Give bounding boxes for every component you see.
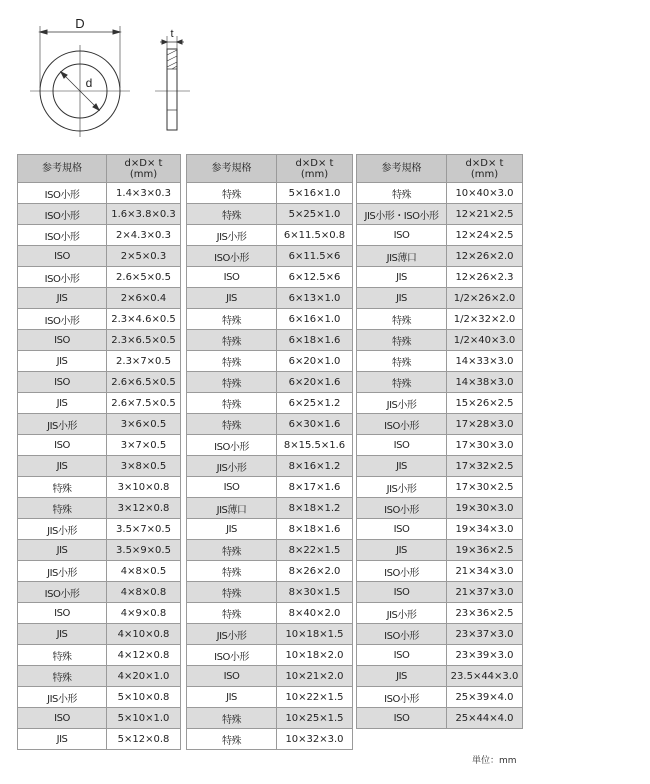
table-row <box>18 225 181 246</box>
table-row <box>18 456 181 477</box>
standard-cell: ISO小形 <box>357 414 447 435</box>
standard-cell: ISO小形 <box>18 267 107 288</box>
dimension-cell: 2×4.3×0.3 <box>107 225 181 246</box>
standard-cell: ISO小形 <box>357 687 447 708</box>
dimension-cell: 2.3×6.5×0.5 <box>107 330 181 351</box>
table-row <box>187 561 353 582</box>
dimension-cell: 4×10×0.8 <box>107 624 181 645</box>
table-row <box>18 519 181 540</box>
dimension-cell: 8×15.5×1.6 <box>277 435 353 456</box>
table-row <box>18 708 181 729</box>
table-row <box>18 330 181 351</box>
table-row <box>18 603 181 624</box>
dimension-cell: 10×22×1.5 <box>277 687 353 708</box>
dimension-cell: 23.5×44×3.0 <box>447 666 523 687</box>
header-dimensions: d×D× t (mm) <box>447 155 523 183</box>
dimension-cell: 14×38×3.0 <box>447 372 523 393</box>
dimension-cell: 21×34×3.0 <box>447 561 523 582</box>
washer-diagram <box>0 0 650 145</box>
table-row <box>18 204 181 225</box>
standard-cell: ISO <box>18 246 107 267</box>
dimension-cell: 2.6×6.5×0.5 <box>107 372 181 393</box>
table-row <box>357 645 523 666</box>
dimension-cell: 8×30×1.5 <box>277 582 353 603</box>
header-standard: 参考規格 <box>18 155 107 183</box>
dimension-cell: 5×25×1.0 <box>277 204 353 225</box>
table-row <box>357 687 523 708</box>
standard-cell: JIS <box>18 624 107 645</box>
dimension-cell: 8×18×1.6 <box>277 519 353 540</box>
table-row <box>187 393 353 414</box>
table-row <box>357 561 523 582</box>
standard-cell: 特殊 <box>187 351 277 372</box>
dimension-cell: 3.5×9×0.5 <box>107 540 181 561</box>
standard-cell: 特殊 <box>187 540 277 561</box>
standard-cell: ISO <box>357 708 447 729</box>
standard-cell: ISO小形 <box>18 582 107 603</box>
dimension-cell: 2.6×7.5×0.5 <box>107 393 181 414</box>
standard-cell: 特殊 <box>187 393 277 414</box>
dimension-cell: 4×9×0.8 <box>107 603 181 624</box>
dimension-cell: 1/2×32×2.0 <box>447 309 523 330</box>
standard-cell: JIS小形 <box>18 519 107 540</box>
standard-cell: 特殊 <box>187 582 277 603</box>
table-row <box>357 351 523 372</box>
table-row <box>187 225 353 246</box>
standard-cell: JIS <box>18 456 107 477</box>
standard-cell: JIS薄口 <box>187 498 277 519</box>
table-row <box>187 624 353 645</box>
unit-note: 単位：mm <box>472 756 517 766</box>
standard-cell: JIS <box>357 288 447 309</box>
table-row <box>357 666 523 687</box>
dimension-cell: 19×30×3.0 <box>447 498 523 519</box>
header-dimensions: d×D× t (mm) <box>107 155 181 183</box>
standard-cell: ISO小形 <box>357 561 447 582</box>
table-row <box>187 288 353 309</box>
dimension-cell: 2.3×7×0.5 <box>107 351 181 372</box>
table-row <box>187 372 353 393</box>
standard-cell: ISO小形 <box>18 309 107 330</box>
table-row <box>187 435 353 456</box>
table-row <box>357 288 523 309</box>
dimension-cell: 8×22×1.5 <box>277 540 353 561</box>
table-row <box>187 519 353 540</box>
standard-cell: ISO <box>187 267 277 288</box>
table-row <box>187 729 353 750</box>
table-row <box>357 225 523 246</box>
dimension-cell: 3×7×0.5 <box>107 435 181 456</box>
table-row <box>357 372 523 393</box>
dimension-cell: 25×44×4.0 <box>447 708 523 729</box>
standard-cell: JIS小形 <box>18 414 107 435</box>
standard-cell: 特殊 <box>357 372 447 393</box>
header-standard: 参考規格 <box>357 155 447 183</box>
table-row <box>357 330 523 351</box>
dimension-cell: 4×12×0.8 <box>107 645 181 666</box>
standard-cell: 特殊 <box>187 603 277 624</box>
dimension-cell: 21×37×3.0 <box>447 582 523 603</box>
table-row <box>357 603 523 624</box>
standard-cell: 特殊 <box>187 309 277 330</box>
standard-cell: JIS小形 <box>187 624 277 645</box>
standard-cell: ISO小形 <box>18 183 107 204</box>
standard-cell: JIS <box>18 351 107 372</box>
standard-cell: ISO <box>18 435 107 456</box>
size-table-3 <box>356 154 523 729</box>
standard-cell: 特殊 <box>187 729 277 750</box>
dimension-cell: 19×36×2.5 <box>447 540 523 561</box>
dimension-cell: 3×6×0.5 <box>107 414 181 435</box>
size-table-1 <box>17 154 181 750</box>
standard-cell: JIS <box>18 393 107 414</box>
dimension-cell: 2×6×0.4 <box>107 288 181 309</box>
standard-cell: JIS小形 <box>357 603 447 624</box>
table-row <box>18 267 181 288</box>
table-row <box>357 183 523 204</box>
dimension-cell: 4×8×0.5 <box>107 561 181 582</box>
table-row <box>357 204 523 225</box>
table-row <box>18 414 181 435</box>
dimension-cell: 17×32×2.5 <box>447 456 523 477</box>
size-table-2 <box>186 154 353 750</box>
dimension-cell: 23×39×3.0 <box>447 645 523 666</box>
table-row <box>187 183 353 204</box>
standard-cell: JIS小形 <box>18 561 107 582</box>
table-row <box>18 582 181 603</box>
table-row <box>187 708 353 729</box>
standard-cell: JIS小形 <box>187 225 277 246</box>
table-row <box>187 267 353 288</box>
standard-cell: 特殊 <box>18 645 107 666</box>
dimension-cell: 12×24×2.5 <box>447 225 523 246</box>
dimension-cell: 12×26×2.0 <box>447 246 523 267</box>
standard-cell: ISO <box>357 435 447 456</box>
dimension-cell: 10×25×1.5 <box>277 708 353 729</box>
table-row <box>187 540 353 561</box>
table-row <box>187 204 353 225</box>
standard-cell: ISO <box>187 477 277 498</box>
table-header-row <box>18 155 181 183</box>
table-row <box>18 288 181 309</box>
table-row <box>357 582 523 603</box>
standard-cell: 特殊 <box>18 666 107 687</box>
table-row <box>18 351 181 372</box>
standard-cell: 特殊 <box>187 372 277 393</box>
standard-cell: JIS小形 <box>187 456 277 477</box>
standard-cell: ISO小形 <box>187 435 277 456</box>
standard-cell: ISO小形 <box>18 204 107 225</box>
standard-cell: 特殊 <box>357 330 447 351</box>
dimension-cell: 2.3×4.6×0.5 <box>107 309 181 330</box>
dimension-cell: 6×30×1.6 <box>277 414 353 435</box>
dimension-cell: 4×20×1.0 <box>107 666 181 687</box>
table-row <box>18 309 181 330</box>
standard-cell: JIS小形 <box>18 687 107 708</box>
dimension-cell: 17×30×2.5 <box>447 477 523 498</box>
table-row <box>187 351 353 372</box>
standard-cell: JIS <box>357 267 447 288</box>
dimension-cell: 14×33×3.0 <box>447 351 523 372</box>
standard-cell: JIS <box>18 540 107 561</box>
dimension-cell: 1.6×3.8×0.3 <box>107 204 181 225</box>
table-row <box>18 687 181 708</box>
table-row <box>187 309 353 330</box>
dimension-cell: 1/2×40×3.0 <box>447 330 523 351</box>
label-t: t <box>170 28 174 40</box>
standard-cell: JIS <box>357 666 447 687</box>
dimension-cell: 2.6×5×0.5 <box>107 267 181 288</box>
table-header-row <box>187 155 353 183</box>
dimension-cell: 25×39×4.0 <box>447 687 523 708</box>
standard-cell: ISO小形 <box>187 645 277 666</box>
standard-cell: ISO <box>357 225 447 246</box>
dimension-cell: 3×8×0.5 <box>107 456 181 477</box>
standard-cell: 特殊 <box>18 498 107 519</box>
table-row <box>187 330 353 351</box>
dimension-cell: 6×16×1.0 <box>277 309 353 330</box>
table-row <box>357 267 523 288</box>
standard-cell: ISO <box>18 603 107 624</box>
dimension-cell: 5×12×0.8 <box>107 729 181 750</box>
standard-cell: JIS小形 <box>357 393 447 414</box>
standard-cell: 特殊 <box>357 351 447 372</box>
dimension-cell: 5×10×1.0 <box>107 708 181 729</box>
table-row <box>18 729 181 750</box>
standard-cell: ISO <box>357 519 447 540</box>
standard-cell: JIS <box>187 288 277 309</box>
dimension-cell: 1/2×26×2.0 <box>447 288 523 309</box>
standard-cell: 特殊 <box>187 561 277 582</box>
dimension-cell: 10×40×3.0 <box>447 183 523 204</box>
table-row <box>18 183 181 204</box>
standard-cell: 特殊 <box>357 183 447 204</box>
dimension-cell: 8×18×1.2 <box>277 498 353 519</box>
standard-cell: 特殊 <box>357 309 447 330</box>
dimension-cell: 19×34×3.0 <box>447 519 523 540</box>
dimension-cell: 10×32×3.0 <box>277 729 353 750</box>
standard-cell: ISO小形 <box>357 624 447 645</box>
standard-cell: 特殊 <box>187 330 277 351</box>
header-dimensions: d×D× t (mm) <box>277 155 353 183</box>
table-row <box>357 246 523 267</box>
dimension-cell: 4×8×0.8 <box>107 582 181 603</box>
table-row <box>18 435 181 456</box>
table-row <box>18 477 181 498</box>
table-row <box>18 498 181 519</box>
dimension-cell: 8×40×2.0 <box>277 603 353 624</box>
standard-cell: ISO小形 <box>357 498 447 519</box>
dimension-cell: 6×11.5×6 <box>277 246 353 267</box>
table-row <box>187 456 353 477</box>
table-row <box>187 246 353 267</box>
standard-cell: 特殊 <box>187 204 277 225</box>
dimension-cell: 5×16×1.0 <box>277 183 353 204</box>
table-row <box>357 477 523 498</box>
washer-side-view <box>167 49 177 130</box>
table-row <box>187 687 353 708</box>
dimension-cell: 8×17×1.6 <box>277 477 353 498</box>
table-row <box>357 393 523 414</box>
standard-cell: JIS小形 <box>357 477 447 498</box>
standard-cell: ISO <box>18 330 107 351</box>
dimension-cell: 2×5×0.3 <box>107 246 181 267</box>
table-row <box>357 540 523 561</box>
dimension-cell: 23×36×2.5 <box>447 603 523 624</box>
table-row <box>357 435 523 456</box>
table-row <box>187 645 353 666</box>
standard-cell: JIS <box>357 456 447 477</box>
standard-cell: 特殊 <box>187 708 277 729</box>
dimension-cell: 8×26×2.0 <box>277 561 353 582</box>
dimension-cell: 17×30×3.0 <box>447 435 523 456</box>
standard-cell: JIS <box>187 687 277 708</box>
table-row <box>18 624 181 645</box>
table-row <box>18 666 181 687</box>
dimension-cell: 23×37×3.0 <box>447 624 523 645</box>
table-row <box>357 456 523 477</box>
standard-cell: ISO <box>18 372 107 393</box>
header-standard: 参考規格 <box>187 155 277 183</box>
standard-cell: 特殊 <box>187 414 277 435</box>
standard-cell: JIS <box>18 729 107 750</box>
standard-cell: 特殊 <box>18 477 107 498</box>
standard-cell: JIS <box>357 540 447 561</box>
standard-cell: ISO <box>357 645 447 666</box>
table-row <box>187 582 353 603</box>
dimension-cell: 15×26×2.5 <box>447 393 523 414</box>
dimension-cell: 10×18×1.5 <box>277 624 353 645</box>
table-row <box>187 666 353 687</box>
dimension-cell: 3.5×7×0.5 <box>107 519 181 540</box>
table-row <box>18 372 181 393</box>
dimension-cell: 6×20×1.0 <box>277 351 353 372</box>
standard-cell: JIS <box>18 288 107 309</box>
label-D: D <box>75 16 85 31</box>
table-row <box>18 645 181 666</box>
dimension-cell: 10×18×2.0 <box>277 645 353 666</box>
standard-cell: ISO <box>18 708 107 729</box>
dimension-cell: 8×16×1.2 <box>277 456 353 477</box>
table-row <box>18 246 181 267</box>
standard-cell: ISO小形 <box>187 246 277 267</box>
table-row <box>18 393 181 414</box>
table-row <box>357 414 523 435</box>
standard-cell: ISO小形 <box>18 225 107 246</box>
standard-cell: JIS <box>187 519 277 540</box>
table-row <box>187 498 353 519</box>
dimension-cell: 5×10×0.8 <box>107 687 181 708</box>
dimension-cell: 10×21×2.0 <box>277 666 353 687</box>
table-row <box>357 708 523 729</box>
dimension-cell: 6×12.5×6 <box>277 267 353 288</box>
table-row <box>187 414 353 435</box>
dimension-cell: 3×12×0.8 <box>107 498 181 519</box>
dimension-cell: 6×11.5×0.8 <box>277 225 353 246</box>
dimension-cell: 6×13×1.0 <box>277 288 353 309</box>
dimension-cell: 6×18×1.6 <box>277 330 353 351</box>
table-row <box>357 498 523 519</box>
dimension-cell: 12×26×2.3 <box>447 267 523 288</box>
standard-cell: 特殊 <box>187 183 277 204</box>
standard-cell: ISO <box>187 666 277 687</box>
table-header-row <box>357 155 523 183</box>
dimension-cell: 17×28×3.0 <box>447 414 523 435</box>
table-row <box>18 540 181 561</box>
table-row <box>357 519 523 540</box>
table-row <box>187 603 353 624</box>
standard-cell: ISO <box>357 582 447 603</box>
table-row <box>187 477 353 498</box>
dimension-cell: 3×10×0.8 <box>107 477 181 498</box>
dimension-cell: 6×20×1.6 <box>277 372 353 393</box>
table-row <box>18 561 181 582</box>
standard-cell: JIS薄口 <box>357 246 447 267</box>
table-row <box>357 309 523 330</box>
label-d: d <box>85 76 93 90</box>
dimension-cell: 12×21×2.5 <box>447 204 523 225</box>
standard-cell: JIS小形・ISO小形 <box>357 204 447 225</box>
dimension-cell: 6×25×1.2 <box>277 393 353 414</box>
table-row <box>357 624 523 645</box>
dimension-cell: 1.4×3×0.3 <box>107 183 181 204</box>
